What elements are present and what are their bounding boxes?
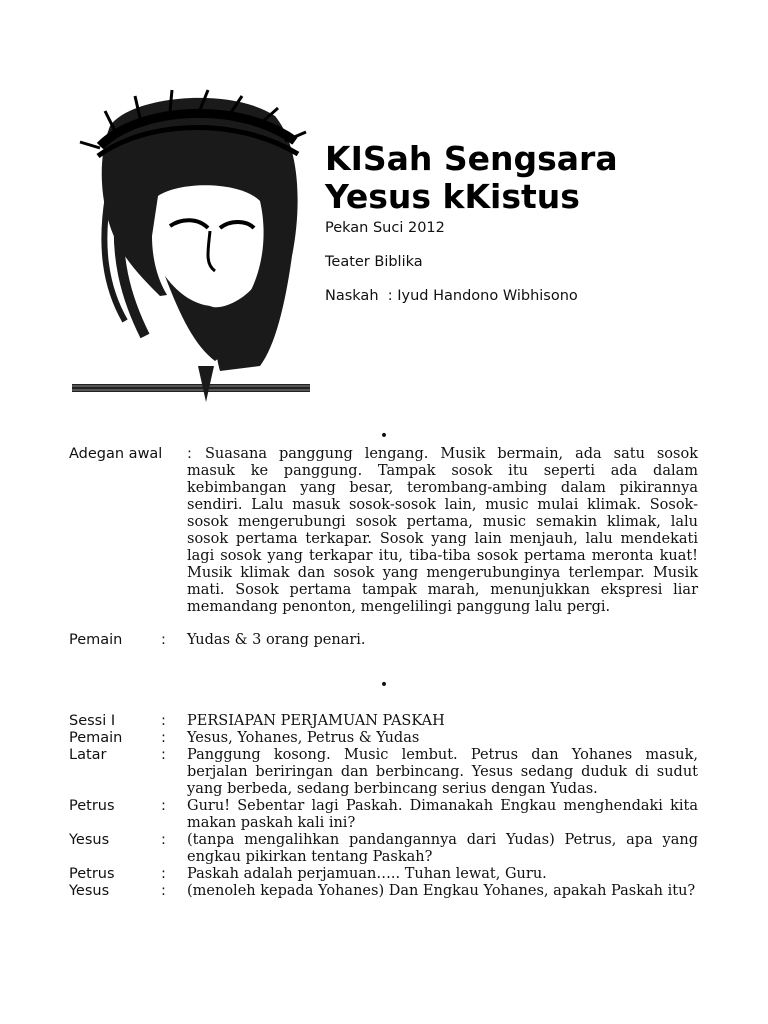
title-line-1: KISah Sengsara	[325, 139, 618, 178]
session-title: PERSIAPAN PERJAMUAN PASKAH	[187, 713, 445, 729]
colon: :	[161, 832, 166, 848]
line-text: Yesus, Yohanes, Petrus & Yudas	[187, 730, 420, 746]
author-line	[325, 288, 745, 305]
speaker: Yesus	[69, 883, 110, 899]
colon: :	[161, 866, 166, 882]
title-line-2: Yesus kKistus	[325, 177, 580, 216]
colon: :	[161, 747, 166, 763]
colon: :	[161, 632, 166, 648]
jesus-crown-of-thorns-icon	[70, 86, 312, 404]
line-text: Panggung kosong. Music lembut. Petrus dan Yohanes masuk, berjalan beriringan dan berbincang. Yesus sedang duduk di sudut yang berbeda, sedang berbincang serius dengan Yudas.	[187, 747, 698, 797]
author-value: : Iyud Handono Wibhisono	[387, 288, 578, 304]
speaker: Sessi I	[69, 713, 116, 729]
colon: :	[187, 446, 192, 462]
divider-glyph: •	[379, 428, 389, 444]
speaker: Latar	[69, 747, 107, 763]
colon: :	[161, 798, 166, 814]
line-text-content: Suasana panggung lengang. Musik bermain, ada satu sosok masuk ke panggung. Tampak sosok itu seperti ada dalam kebimbangan yang besar, terombang-ambing dalam pikirannya sendiri. Lalu masuk sosok-sosok lain, music mulai klimak. Sosok-sosok mengerubungi sosok pertama, music semakin klimak, lalu sosok pertama terkapar. Sosok yang lain menjauh, lalu mendekati lagi sosok yang terkapar itu, tiba-tiba sosok pertama meronta kuat! Musik klimak dan sosok yang mengerubunginya terlempar. Musik mati. Sosok pertama tampak marah, menunjukkan ekspresi liar memandang penonton, mengelilingi panggung lalu pergi.	[187, 446, 698, 615]
section-divider	[0, 677, 768, 693]
section-divider	[0, 428, 768, 444]
line-text: Yudas & 3 orang penari.	[187, 632, 366, 648]
colon: :	[161, 883, 166, 899]
speaker: Pemain	[69, 730, 123, 746]
line-text: (tanpa mengalihkan pandangannya dari Yudas) Petrus, apa yang engkau pikirkan tentang Paskah?	[187, 832, 698, 865]
colon: :	[161, 730, 166, 746]
author-label: Naskah	[325, 288, 379, 304]
speaker: Petrus	[69, 798, 115, 814]
subtitle: Pekan Suci 2012	[325, 220, 445, 236]
speaker: Adegan awal	[69, 446, 163, 462]
line-text: Paskah adalah perjamuan….. Tuhan lewat, Guru.	[187, 866, 547, 882]
line-text: Guru! Sebentar lagi Paskah. Dimanakah Engkau menghendaki kita makan paskah kali ini?	[187, 798, 698, 831]
speaker: Yesus	[69, 832, 110, 848]
title-block	[325, 140, 745, 305]
line-text	[187, 446, 698, 616]
colon: :	[161, 713, 166, 729]
group-name: Teater Biblika	[325, 254, 423, 270]
speaker: Pemain	[69, 632, 123, 648]
divider-glyph: •	[379, 677, 389, 693]
line-text: (menoleh kepada Yohanes) Dan Engkau Yohanes, apakah Paskah itu?	[187, 883, 696, 899]
speaker: Petrus	[69, 866, 115, 882]
